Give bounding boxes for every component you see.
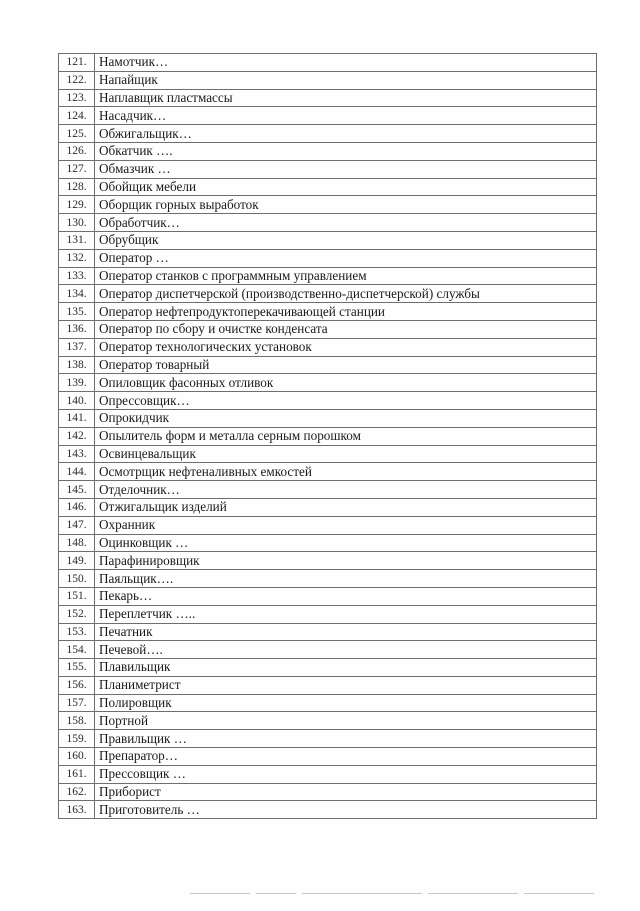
row-number: 143. [59,445,95,463]
profession-name: Опрокидчик [95,409,597,427]
row-number: 126. [59,142,95,160]
row-number: 130. [59,214,95,232]
profession-name: Переплетчик ….. [95,605,597,623]
table-row [59,374,597,392]
table-row [59,196,597,214]
row-number: 133. [59,267,95,285]
profession-name: Полировщик [95,694,597,712]
profession-name: Оператор технологических установок [95,338,597,356]
profession-name: Печатник [95,623,597,641]
row-number: 134. [59,285,95,303]
profession-name: Отделочник… [95,481,597,499]
profession-name: Обойщик мебели [95,178,597,196]
row-number: 131. [59,231,95,249]
profession-name: Обжигальщик… [95,125,597,143]
row-number: 152. [59,605,95,623]
table-row [59,392,597,410]
profession-name: Препаратор… [95,748,597,766]
table-row [59,498,597,516]
row-number: 147. [59,516,95,534]
row-number: 137. [59,338,95,356]
profession-name: Наплавщик пластмассы [95,89,597,107]
table-row [59,659,597,677]
row-number: 150. [59,570,95,588]
row-number: 145. [59,481,95,499]
profession-name: Правильщик … [95,730,597,748]
row-number: 146. [59,498,95,516]
table-row [59,463,597,481]
table-row [59,783,597,801]
profession-name: Охранник [95,516,597,534]
profession-name: Паяльщик…. [95,570,597,588]
profession-name: Напайщик [95,71,597,89]
row-number: 132. [59,249,95,267]
table-row [59,125,597,143]
table-row [59,409,597,427]
table-row [59,267,597,285]
profession-name: Парафинировщик [95,552,597,570]
profession-name: Обработчик… [95,214,597,232]
row-number: 141. [59,409,95,427]
profession-name: Плавильщик [95,659,597,677]
row-number: 156. [59,676,95,694]
profession-name: Насадчик… [95,107,597,125]
row-number: 142. [59,427,95,445]
table-row [59,481,597,499]
table-row [59,552,597,570]
row-number: 159. [59,730,95,748]
table-row [59,356,597,374]
row-number: 136. [59,320,95,338]
row-number: 127. [59,160,95,178]
profession-name: Осмотрщик нефтеналивных емкостей [95,463,597,481]
row-number: 162. [59,783,95,801]
row-number: 128. [59,178,95,196]
table-row [59,107,597,125]
row-number: 161. [59,765,95,783]
profession-name: Оператор … [95,249,597,267]
profession-name: Опиловщик фасонных отливок [95,374,597,392]
profession-name: Оборщик горных выработок [95,196,597,214]
table-row [59,534,597,552]
table-row [59,249,597,267]
table-row [59,641,597,659]
row-number: 154. [59,641,95,659]
table-row [59,71,597,89]
table-row [59,605,597,623]
professions-table-body [59,54,597,819]
profession-name: Оператор товарный [95,356,597,374]
table-row [59,587,597,605]
profession-name: Обмазчик … [95,160,597,178]
row-number: 129. [59,196,95,214]
table-row [59,623,597,641]
profession-name: Приборист [95,783,597,801]
profession-name: Оператор по сбору и очистке конденсата [95,320,597,338]
table-row [59,712,597,730]
table-row [59,516,597,534]
row-number: 121. [59,54,95,72]
table-row [59,427,597,445]
table-row [59,694,597,712]
profession-name: Обкатчик …. [95,142,597,160]
row-number: 153. [59,623,95,641]
professions-table [58,53,597,819]
row-number: 144. [59,463,95,481]
table-row [59,214,597,232]
row-number: 157. [59,694,95,712]
profession-name: Прессовщик … [95,765,597,783]
profession-name: Оператор станков с программным управлением [95,267,597,285]
profession-name: Пекарь… [95,587,597,605]
table-row [59,142,597,160]
table-row [59,54,597,72]
table-row [59,338,597,356]
profession-name: Отжигальщик изделий [95,498,597,516]
profession-name: Опылитель форм и металла серным порошком [95,427,597,445]
profession-name: Приготовитель … [95,801,597,819]
table-row [59,730,597,748]
profession-name: Освинцевальщик [95,445,597,463]
profession-name: Оцинковщик … [95,534,597,552]
table-row [59,231,597,249]
profession-name: Оператор нефтепродуктоперекачивающей станции [95,303,597,321]
table-row [59,320,597,338]
row-number: 123. [59,89,95,107]
profession-name: Обрубщик [95,231,597,249]
row-number: 160. [59,748,95,766]
row-number: 149. [59,552,95,570]
profession-name: Портной [95,712,597,730]
profession-name: Опрессовщик… [95,392,597,410]
table-row [59,178,597,196]
row-number: 158. [59,712,95,730]
row-number: 140. [59,392,95,410]
profession-name: Планиметрист [95,676,597,694]
table-row [59,160,597,178]
profession-name: Оператор диспетчерской (производственно-диспетчерской) службы [95,285,597,303]
row-number: 138. [59,356,95,374]
row-number: 124. [59,107,95,125]
row-number: 135. [59,303,95,321]
table-row [59,89,597,107]
row-number: 125. [59,125,95,143]
table-row [59,303,597,321]
profession-name: Намотчик… [95,54,597,72]
table-row [59,676,597,694]
scan-footer-artifact [190,893,610,897]
table-row [59,445,597,463]
row-number: 148. [59,534,95,552]
table-row [59,765,597,783]
row-number: 122. [59,71,95,89]
table-row [59,570,597,588]
row-number: 151. [59,587,95,605]
row-number: 155. [59,659,95,677]
row-number: 163. [59,801,95,819]
row-number: 139. [59,374,95,392]
table-row [59,748,597,766]
table-row [59,801,597,819]
profession-name: Печевой…. [95,641,597,659]
table-row [59,285,597,303]
